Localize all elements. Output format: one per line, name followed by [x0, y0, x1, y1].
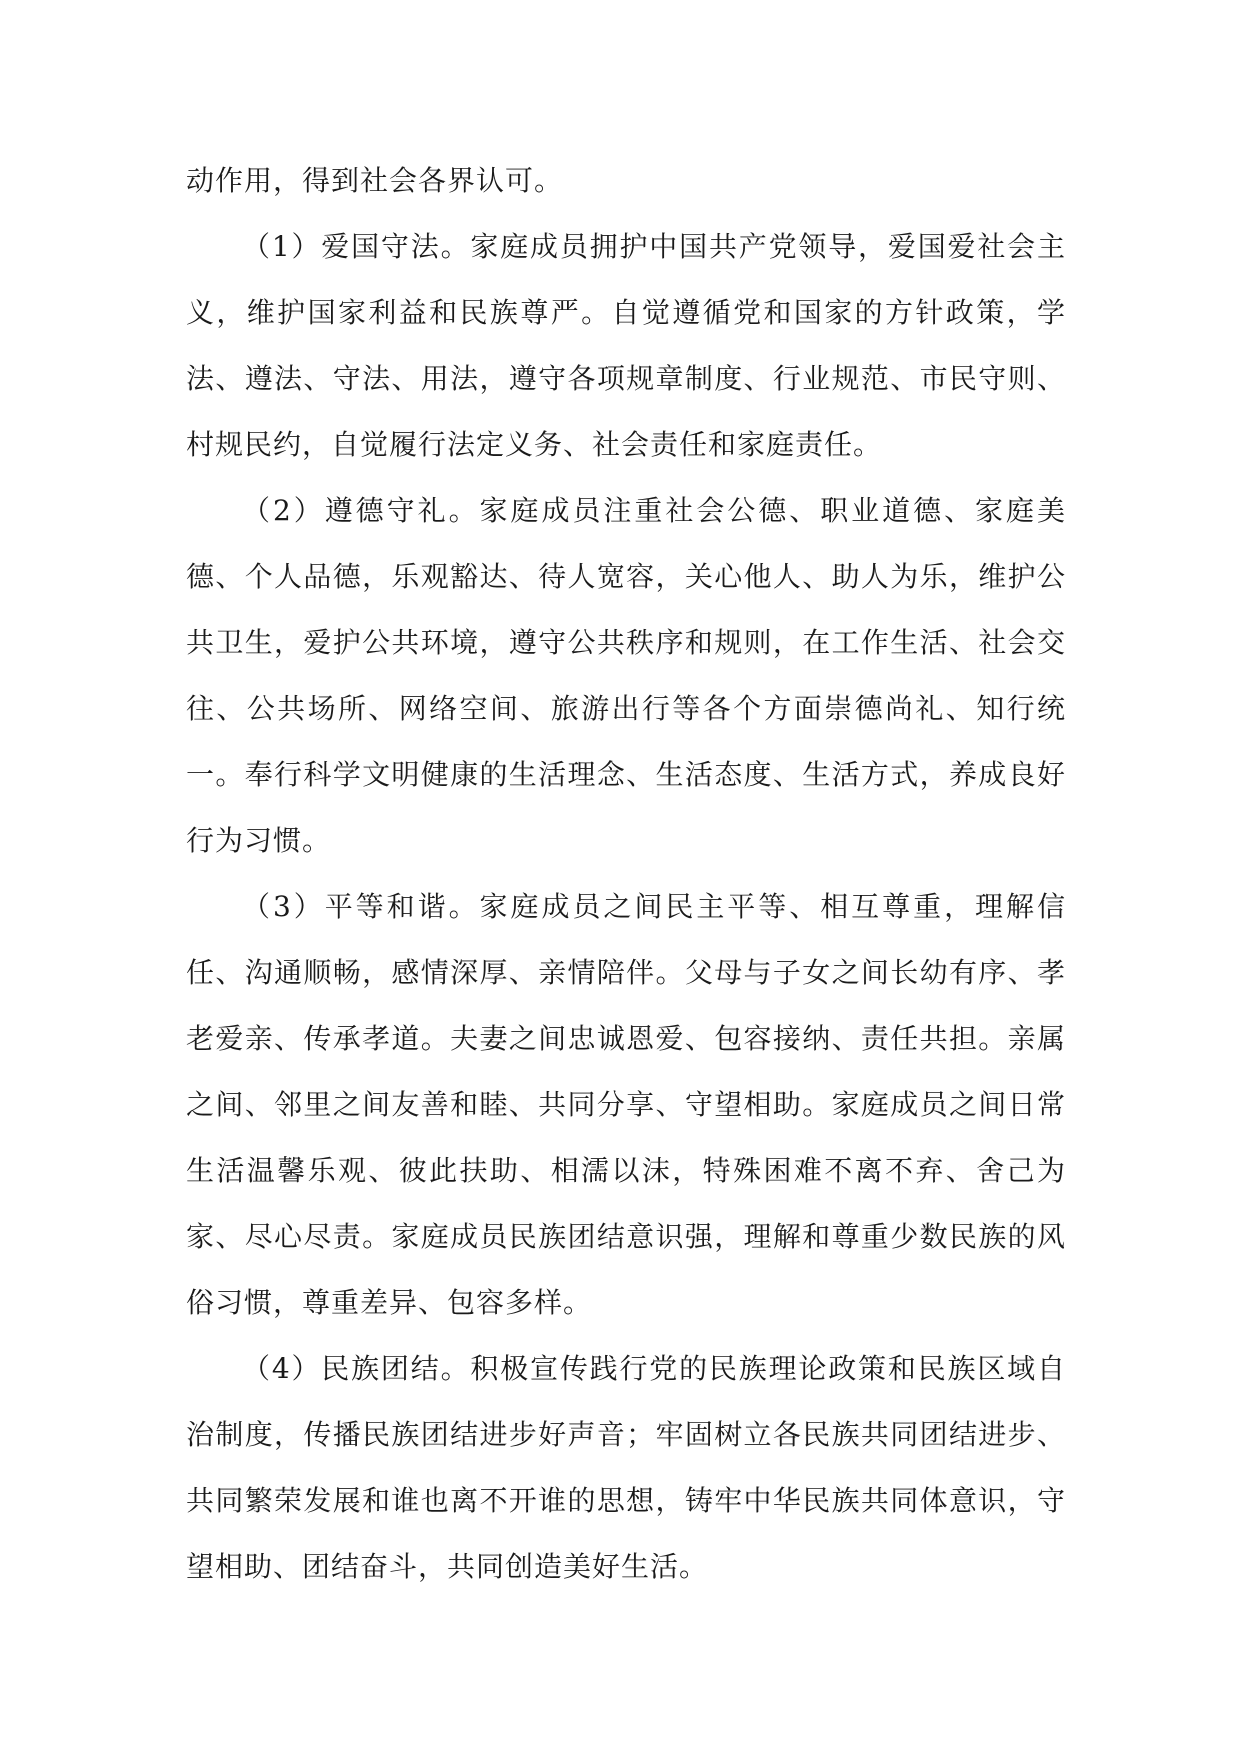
paragraph-intro-tail: 动作用，得到社会各界认可。	[186, 164, 564, 197]
paragraph-item-4-ethnic-unity: （4）民族团结。积极宣传践行党的民族理论政策和民族区域自治制度，传播民族团结进步好声音；牢固树立各民族共同团结进步、共同繁荣发展和谁也离不开谁的思想，铸牢中华民族共同体意识，守望相助、团结奋斗，共同创造美好生活。	[186, 1352, 1066, 1583]
document-body	[186, 148, 1066, 1600]
paragraph-item-1-patriotism-law: （1）爱国守法。家庭成员拥护中国共产党领导，爱国爱社会主义，维护国家利益和民族尊严。自觉遵循党和国家的方针政策，学法、遵法、守法、用法，遵守各项规章制度、行业规范、市民守则、村规民约，自觉履行法定义务、社会责任和家庭责任。	[186, 230, 1066, 461]
paragraph-item-2-morality-etiquette: （2）遵德守礼。家庭成员注重社会公德、职业道德、家庭美德、个人品德，乐观豁达、待人宽容，关心他人、助人为乐，维护公共卫生，爱护公共环境，遵守公共秩序和规则，在工作生活、社会交往、公共场所、网络空间、旅游出行等各个方面崇德尚礼、知行统一。奉行科学文明健康的生活理念、生活态度、生活方式，养成良好行为习惯。	[186, 494, 1066, 857]
paragraph-item-3-equality-harmony: （3）平等和谐。家庭成员之间民主平等、相互尊重，理解信任、沟通顺畅，感情深厚、亲情陪伴。父母与子女之间长幼有序、孝老爱亲、传承孝道。夫妻之间忠诚恩爱、包容接纳、责任共担。亲属之间、邻里之间友善和睦、共同分享、守望相助。家庭成员之间日常生活温馨乐观、彼此扶助、相濡以沫，特殊困难不离不弃、舍己为家、尽心尽责。家庭成员民族团结意识强，理解和尊重少数民族的风俗习惯，尊重差异、包容多样。	[186, 890, 1066, 1319]
